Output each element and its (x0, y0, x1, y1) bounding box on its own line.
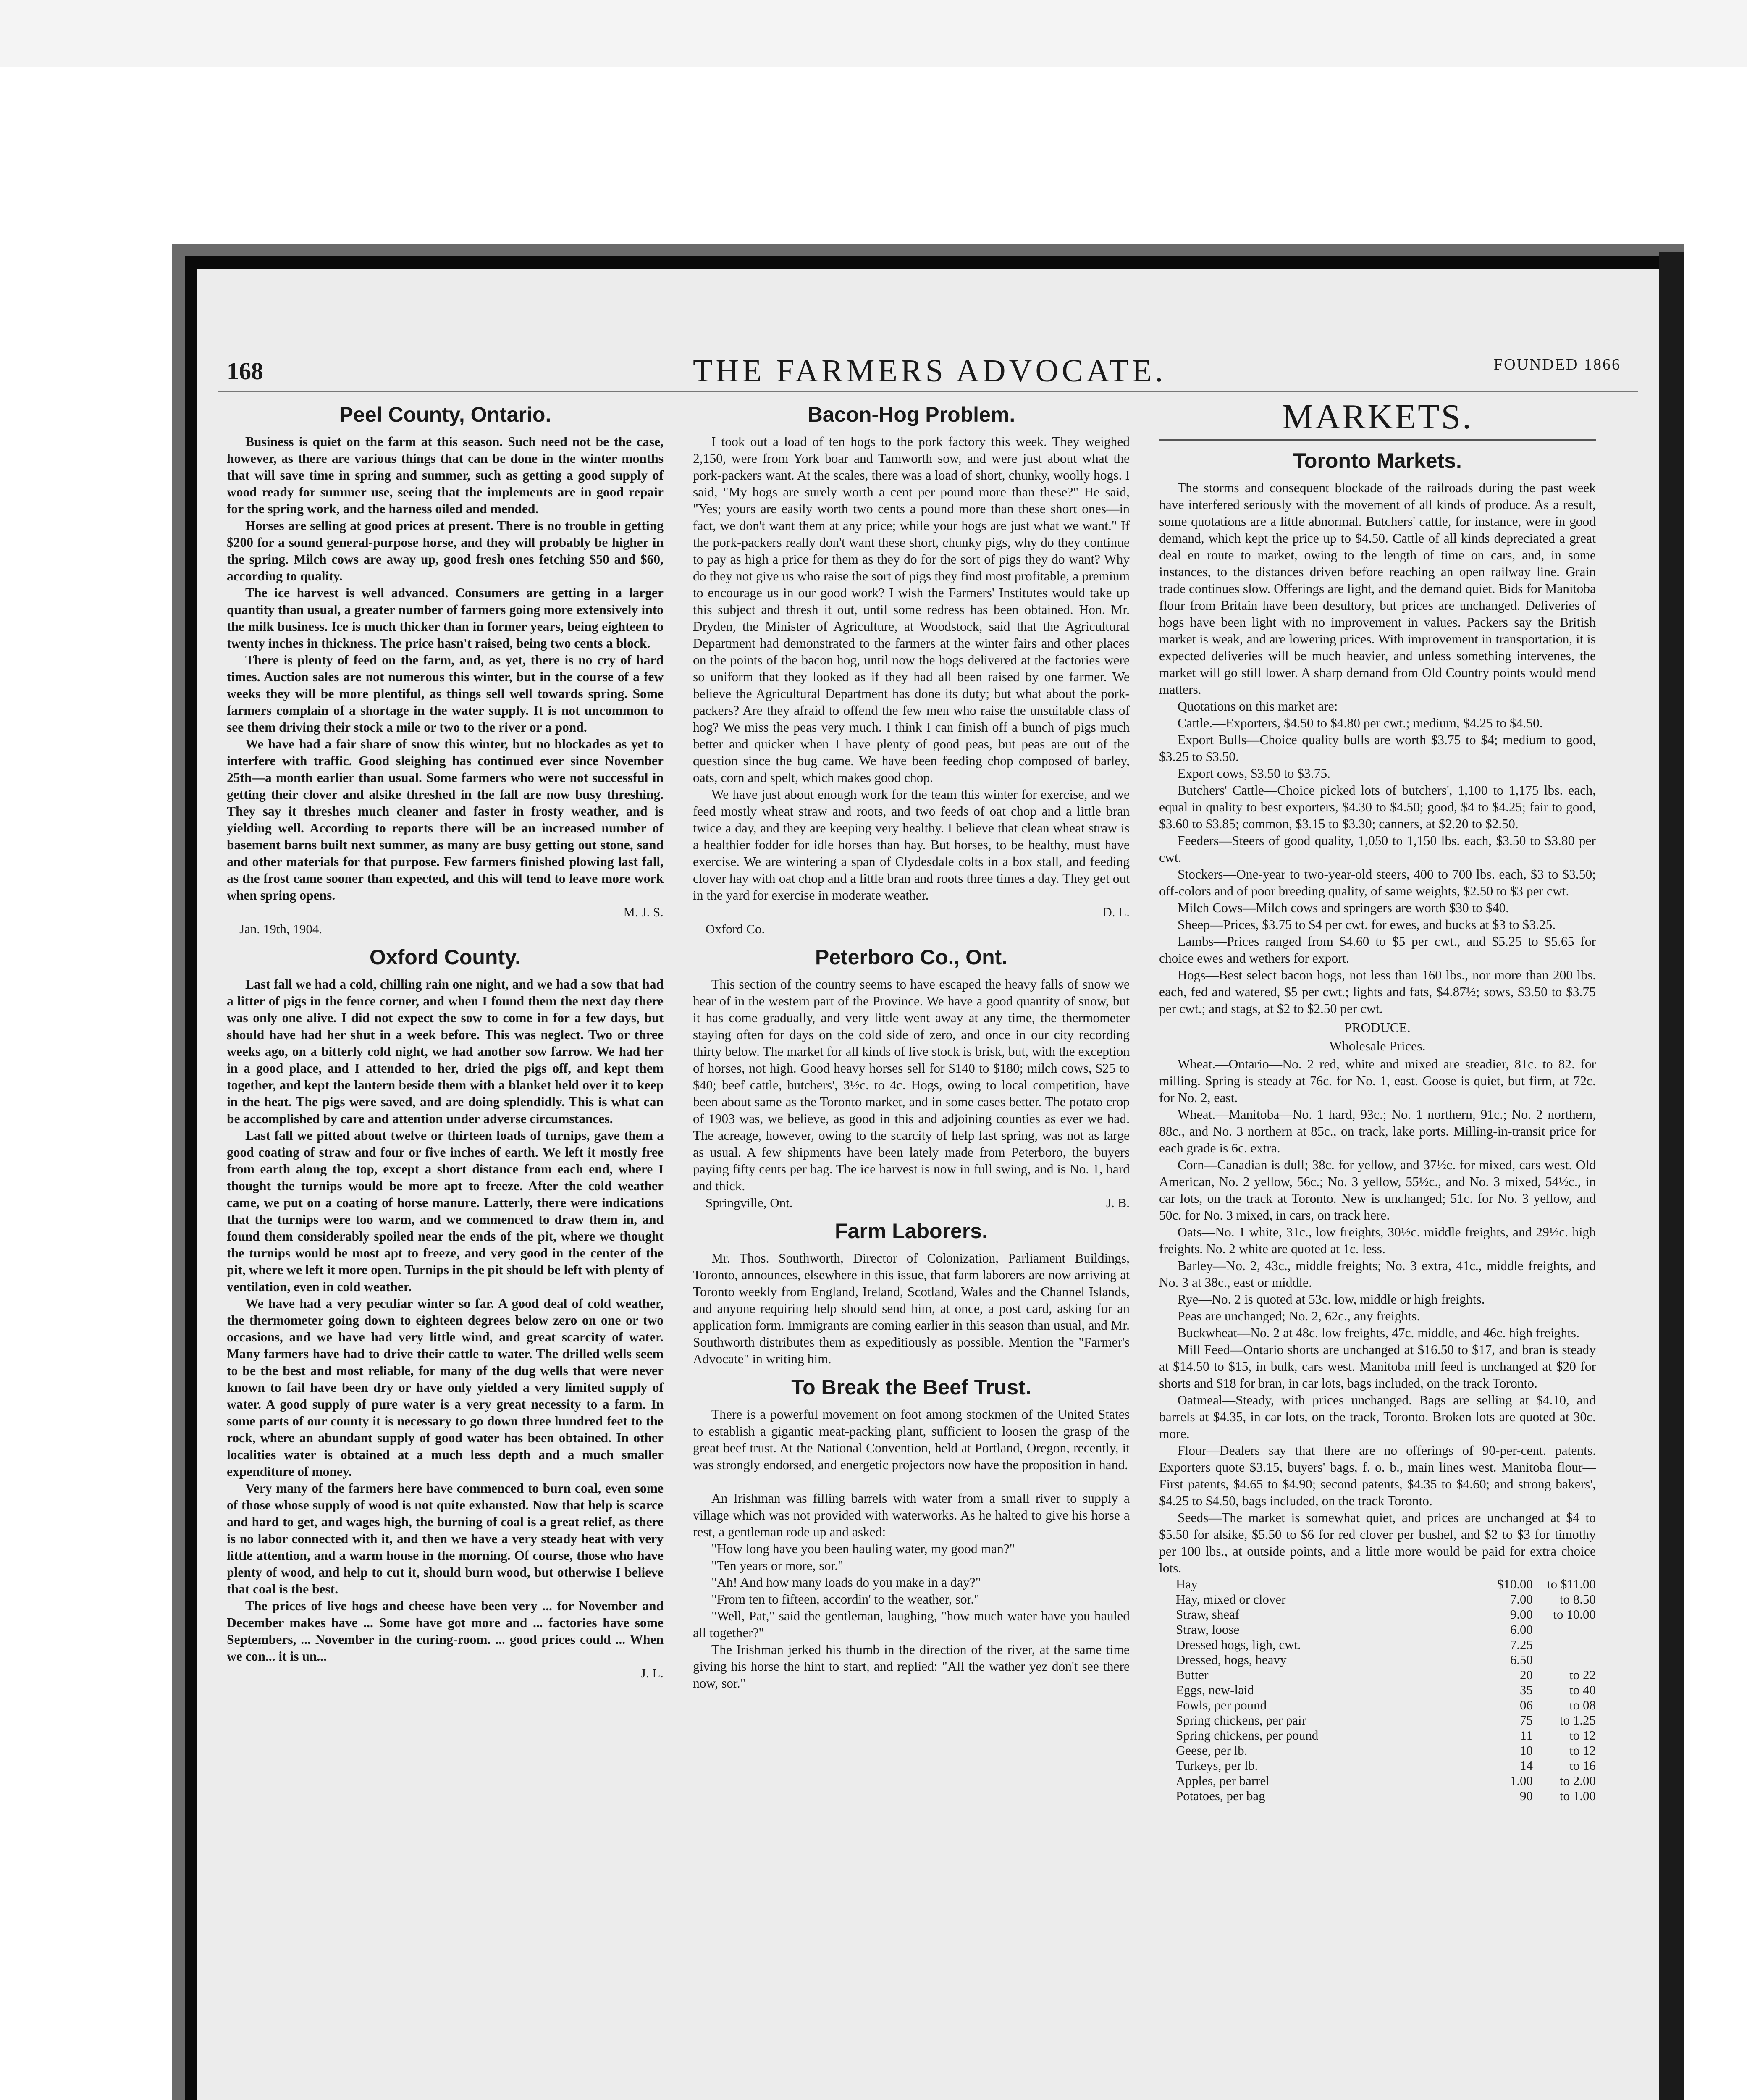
paragraph: Lambs—Prices ranged from $4.60 to $5 per cwt., and $5.25 to $5.65 for choice ewes and wethers for export. (1159, 934, 1596, 966)
paragraph: There is a powerful movement on foot among stockmen of the United States to establish a gigantic meat-packing plant, sufficient to loosen the grasp of the great beef trust. At the National Convention, held at Portland, Oregon, recently, it was strongly endorsed, and energetic projectors now have the proposition in hand. (693, 1407, 1130, 1472)
quotations-label: Quotations on this market are: (1178, 699, 1338, 714)
paragraph: "Ten years or more, sor." (711, 1558, 843, 1573)
article-place-signature: Springville, Ont. J. B. (706, 1195, 1130, 1210)
paragraph: Very many of the farmers here have commenced to burn coal, even some of those whose supply of wood is not quite exhausted. Now that help is scarce and hard to get, and wages high, the burning of coal is a great relief, as there is no labor connected with it, and then we have a very steady heat with very little attention, and a warm house in the morning. Of course, those who have plenty of wood, and help to cut it, should burn wood, but otherwise I believe that coal is the best. (227, 1481, 664, 1596)
paragraph: "Well, Pat," said the gentleman, laughing, "how much water have you hauled all together?" (693, 1609, 1130, 1640)
article-body-farm-laborers (693, 1250, 1130, 1368)
paragraph: Sheep—Prices, $3.75 to $4 per cwt. for ewes, and bucks at $3 to $3.25. (1178, 917, 1556, 932)
article-heading-bacon: Bacon-Hog Problem. (807, 403, 1015, 426)
price-low: 35 (1520, 1683, 1533, 1697)
price-item: Eggs, new-laid (1176, 1683, 1254, 1697)
price-row (1159, 1698, 1596, 1713)
price-row (1159, 1607, 1596, 1622)
price-high: to 1.00 (1559, 1788, 1596, 1803)
price-item: Geese, per lb. (1176, 1743, 1248, 1758)
paragraph: I took out a load of ten hogs to the pork factory this week. They weighed 2,150, were from York boar and Tamworth sow, and were just about what the pork-packers want. At the scales, there was a load of short, chunky, woolly hogs. I said, "My hogs are surely worth a cent per pound more than these?" He said, "Yes; yours are easily worth two cents a pound more than these short ones—in fact, we don't want them at any price; while your hogs are just what we want." If the pork-packers really don't want these short, chunky pigs, why do they continue to pay as high a price for them as they do for the sort of pigs they do want? Why do they not give us who raise the sort of pigs they find most profitable, a premium to encourage us in our good work? I wish the Farmers' Institutes would take up this subject and thresh it out, until some redress has been obtained. Hon. Mr. Dryden, the Minister of Agriculture, at Woodstock, said that the Agricultural Department had demonstrated to the farmers at the winter fairs and other places on the points of the bacon hog, until now the hogs delivered at the factories were so uniform that they looked as if they had all been raised by one farmer. We believe the Agricultural Department has done its duty; but what about the pork-packers? Are they afraid to offend the few men who raise the unsuitable class of hog? We miss the peas very much. I think I can finish off a bunch of pigs much better and quicker when I have plenty of good peas, but peas are out of the question since the bug came. We have been feeding chop composed of barley, oats, corn and spelt, which makes good chop. (693, 434, 1130, 785)
article-heading-beef-trust: To Break the Beef Trust. (791, 1376, 1031, 1399)
paragraph: Export Bulls—Choice quality bulls are worth $3.75 to $4; medium to good, $3.25 to $3.50. (1159, 732, 1596, 764)
article-body-peterboro (693, 976, 1130, 1194)
price-low: 11 (1520, 1728, 1533, 1743)
paragraph: We have had a very peculiar winter so far. A good deal of cold weather, the thermometer going down to eighteen degrees below zero on one or two occasions, and we have had very little wind, and great scarcity of water. Many farmers have had to drive their cattle to water. The drilled wells seem to be the best and most reliable, for many of the dug wells that were never known to fail have been dry or have only yielded a very limited supply of water. A good supply of pure water is a very great necessity to a farm. In some parts of our county it is necessary to go down three hundred feet to the rock, where an abundant supply of good water has been obtained. In other localities water is obtained at a much less depth and a much smaller expenditure of money. (227, 1296, 664, 1479)
price-low: $10.00 (1497, 1577, 1533, 1591)
paragraph: Stockers—One-year to two-year-old steers, 400 to 700 lbs. each, $3 to $3.50; off-colors and of poor breeding quality, of same weights, $2.50 to $3 per cwt. (1159, 867, 1596, 898)
article-heading-farm-laborers: Farm Laborers. (834, 1219, 988, 1243)
paragraph: The prices of live hogs and cheese have been very ... for November and December makes have ... Some have got more and ... factories have some Septembers, ... November in the curing-room. ... good prices could ... When we con... it is un... (227, 1599, 664, 1664)
article-signature: D. L. (1102, 905, 1130, 919)
price-row (1159, 1637, 1596, 1652)
price-row (1159, 1592, 1596, 1607)
paragraph: Wheat.—Manitoba—No. 1 hard, 93c.; No. 1 northern, 91c.; No. 2 northern, 88c., and No. 3 northern at 85c., on track, lake ports. Milling-in-transit price for each grade is 6c. extra. (1159, 1107, 1596, 1155)
price-low: 10 (1520, 1743, 1533, 1758)
price-row (1159, 1683, 1596, 1698)
price-row (1159, 1758, 1596, 1773)
paragraph: Peas are unchanged; No. 2, 62c., any freights. (1178, 1309, 1420, 1323)
price-row (1159, 1713, 1596, 1728)
price-row (1159, 1652, 1596, 1667)
article-body-beef-trust (693, 1406, 1130, 1473)
price-high: to 2.00 (1559, 1773, 1596, 1788)
paragraph: There is plenty of feed on the farm, and, as yet, there is no cry of hard times. Auction sales are not numerous this winter, but in the course of a few weeks they will be more plentiful, as things sell well towards spring. Some farmers complain of a shortage in the water supply. It is not uncommon to see them driving their stock a mile or two to the river or a pond. (227, 653, 664, 735)
paragraph: The Irishman jerked his thumb in the direction of the river, at the same time giving his horse the hint to start, and replied: "All the wather yez don't see there now, sor." (693, 1642, 1130, 1690)
paragraph: Cattle.—Exporters, $4.50 to $4.80 per cwt.; medium, $4.25 to $4.50. (1178, 716, 1543, 730)
paragraph: Butchers' Cattle—Choice picked lots of butchers', 1,100 to 1,175 lbs. each, equal in quality to best exporters, $4.30 to $4.50; good, $4 to $4.25; fair to good, $3.60 to $3.85; common, $3.15 to $3.30; canners, at $2.20 to $2.50. (1159, 783, 1596, 831)
column-right (1159, 395, 1596, 2100)
price-high: to 22 (1569, 1667, 1596, 1682)
price-item: Dressed, hogs, heavy (1176, 1652, 1287, 1667)
price-high: to 1.25 (1559, 1713, 1596, 1727)
price-low: 7.00 (1510, 1592, 1533, 1606)
newspaper-title: THE FARMERS ADVOCATE. (693, 353, 1167, 388)
paragraph: Last fall we had a cold, chilling rain one night, and we had a sow that had a litter of pigs in the fence corner, and when I found them the next day there was only one alive. I did not expect the sow to come in for a few days, but should have had her shut in a week before. This was neglect. Two or three weeks ago, on a bitterly cold night, we had another sow farrow. We had her in a good place, and I attended to her, dried the pigs off, and kept them together, and kept the lantern beside them with a blanket held over it to keep in the heat. The pigs were saved, and are doing splendidly. This is what can be accomplished by care and attention under adverse circumstances. (227, 977, 664, 1126)
price-item: Dressed hogs, ligh, cwt. (1176, 1637, 1301, 1652)
paragraph: The ice harvest is well advanced. Consumers are getting in a larger quantity than usual, a greater number of farmers going more extensively into the milk business. Ice is much thicker than in former years, being eighteen to twenty inches in thickness. The price hasn't raised, being two cents a block. (227, 585, 664, 651)
article-body-irishman (693, 1490, 1130, 1692)
article-signature: M. J. S. (623, 905, 664, 919)
price-high: to 16 (1569, 1758, 1596, 1773)
article-heading-peel: Peel County, Ontario. (339, 403, 551, 426)
paragraph: Export cows, $3.50 to $3.75. (1178, 766, 1330, 781)
price-row (1159, 1743, 1596, 1758)
paragraph: We have just about enough work for the team this winter for exercise, and we feed mostly wheat straw and roots, and two feeds of oat chop and a little bran twice a day, and they are keeping very healthy. I believe that clean wheat straw is a healthier fodder for idle horses than hay. But horses, to be healthy, must have exercise. We are wintering a span of Clydesdale colts in a box stall, and feeding clover hay with oat chop and a little bran and roots three times a day. They get out in the yard for exercise in moderate weather. (693, 787, 1130, 903)
price-item: Potatoes, per bag (1176, 1788, 1265, 1803)
price-low: 14 (1520, 1758, 1533, 1773)
paragraph: Flour—Dealers say that there are no offerings of 90-per-cent. patents. Exporters quote $3.15, buyers' bags, f. o. b., main lines west. Manitoba flour—First patents, $4.65 to $4.90; second patents, $4.35 to $4.60; and strong bakers', $4.25 to $4.50, bags included, on the track Toronto. (1159, 1443, 1596, 1508)
price-low: 1.00 (1510, 1773, 1533, 1788)
paragraph: "How long have you been hauling water, my good man?" (711, 1541, 1015, 1556)
price-low: 06 (1520, 1698, 1533, 1712)
paragraph: Horses are selling at good prices at present. There is no trouble in getting $200 for a sound general-purpose horse, and they will probably be higher in the spring. Milch cows are away up, good fresh ones fetching $50 and $60, according to quality. (227, 518, 664, 583)
paragraph: Corn—Canadian is dull; 38c. for yellow, and 37½c. for mixed, cars west. Old American, No. 2 yellow, 56c.; No. 3 yellow, 55½c., and No. 3 mixed, 54½c., in car lots, on the track at Toronto. New is unchanged; 51c. for No. 3 yellow, and 50c. for No. 3 mixed, in cars, on track here. (1159, 1158, 1596, 1223)
price-high (1533, 1637, 1596, 1652)
paragraph: Hogs—Best select bacon hogs, not less than 160 lbs., nor more than 200 lbs. each, fed and watered, $5 per cwt.; lights and fats, $4.87½; sows, $3.50 to $3.75 per cwt.; and stags, at $2 to $2.50 per cwt. (1159, 968, 1596, 1016)
price-low: 20 (1520, 1667, 1533, 1682)
price-row (1159, 1622, 1596, 1637)
price-item: Turkeys, per lb. (1176, 1758, 1258, 1773)
column-left (227, 395, 664, 2100)
article-body-bacon (693, 433, 1130, 904)
price-high (1533, 1652, 1596, 1667)
paragraph: This section of the country seems to have escaped the heavy falls of snow we hear of in the western part of the Province. We have a good quantity of snow, but it has come gradually, and very little went away at any time, the thermometer staying often for days on the cold side of zero, and once in our city recording thirty below. The market for all kinds of live stock is brisk, but, with the exception of horses, not high. Good heavy horses sell for $140 to $180; milch cows, $25 to $40; beef cattle, butchers', 3½c. to 4c. Hogs, owing to local competition, have been about same as the Toronto market, and in some cases better. The potato crop of 1903 was, we believe, as good in this and adjoining counties as ever we had. The acreage, however, owing to the scarcity of help last spring, was not as large as usual. A few shipments have been lately made from Peterboro, the buyers paying fifty cents per bag. The ice harvest is now in full swing, and is No. 1, hard and thick. (693, 977, 1130, 1193)
price-item: Straw, loose (1176, 1622, 1240, 1637)
price-low: 9.00 (1510, 1607, 1533, 1622)
price-high: to $11.00 (1547, 1577, 1596, 1591)
paragraph: Feeders—Steers of good quality, 1,050 to 1,150 lbs. each, $3.50 to $3.80 per cwt. (1159, 833, 1596, 865)
price-high (1533, 1622, 1596, 1637)
paragraph: Mill Feed—Ontario shorts are unchanged at $16.50 to $17, and bran is steady at $14.50 to $15, in bulk, cars west. Manitoba mill feed is unchanged at $20 for shorts and $18 for bran, in car lots, bags included, on the track Toronto. (1159, 1342, 1596, 1391)
page-binding-edge (1659, 252, 1684, 2100)
price-low: 6.50 (1510, 1652, 1533, 1667)
price-row (1159, 1728, 1596, 1743)
price-item: Straw, sheaf (1176, 1607, 1240, 1622)
paragraph: "From ten to fifteen, accordin' to the weather, sor." (711, 1592, 980, 1606)
founded-note: FOUNDED 1866 (1493, 356, 1621, 373)
article-signature: J. L. (640, 1666, 664, 1680)
article-body-oxford (227, 976, 664, 1665)
article-heading-peterboro: Peterboro Co., Ont. (815, 945, 1008, 969)
paragraph: We have had a fair share of snow this winter, but no blockades as yet to interfere with traffic. Good sleighing has continued ever since November 25th—a month earlier than usual. Some farmers who were not successful in getting their clover and alsike threshed in the fall are now busy threshing. They say it threshes much cleaner and faster in frosty weather, and is yielding well. According to reports there will be an increased number of basement barns built next summer, as many are busy getting out stone, sand and other materials for that purpose. Few farmers finished plowing last fall, as the frost came sooner than expected, and this will tend to leave more work when spring opens. (227, 737, 664, 903)
paragraph: Oatmeal—Steady, with prices unchanged. Bags are selling at $4.10, and barrels at $4.35, in car lots, on the track, Toronto. Broken lots are quoted at 30c. more. (1159, 1393, 1596, 1441)
price-item: Apples, per barrel (1176, 1773, 1270, 1788)
article-date: Jan. 19th, 1904. (239, 921, 323, 936)
paragraph: Milch Cows—Milch cows and springers are worth $30 to $40. (1178, 900, 1509, 915)
price-row (1159, 1788, 1596, 1803)
price-row (1159, 1667, 1596, 1683)
price-high: to 08 (1569, 1698, 1596, 1712)
paragraph: Seeds—The market is somewhat quiet, and prices are unchanged at $4 to $5.50 for alsike, $5.50 to $6 for red clover per bushel, and $2 to $3 for timothy per 100 lbs., at outside points, and a little more would be paid for extra choice lots. (1159, 1510, 1596, 1575)
livestock-prices (1159, 715, 1596, 1017)
price-item: Spring chickens, per pair (1176, 1713, 1306, 1727)
price-high: to 8.50 (1559, 1592, 1596, 1606)
price-table (1159, 1577, 1596, 1803)
paragraph: "Ah! And how many loads do you make in a day?" (711, 1575, 981, 1590)
article-heading-toronto: Toronto Markets. (1293, 449, 1462, 472)
price-item: Hay, mixed or clover (1176, 1592, 1286, 1606)
markets-intro: The storms and consequent blockade of the railroads during the past week have interfered seriously with the movement of all kinds of produce. As a result, some quotations are a little abnormal. Butchers' cattle, for instance, were in good demand, which kept the price up to $4.50. Cattle of all kinds depreciated a great deal en route to market, owing to the length of time on cars, and, in some instances, to the distances driven before reaching an open railway line. Grain trade continues slow. Offerings are light, and the demand quiet. Bids for Manitoba flour from Britain have been desultory, but prices are unchanged. Deliveries of hogs have been light with no improvement in values. Packers say the British market is weak, and are lowering prices. With improvement in transportation, it is expected deliveries will be much heavier, and unless something intervenes, the market will go still lower. A sharp demand from Old Country points would mend matters. (1159, 480, 1596, 697)
paragraph: Barley—No. 2, 43c., middle freights; No. 3 extra, 41c., middle freights, and No. 3 at 38c., east or middle. (1159, 1258, 1596, 1290)
paragraph: Buckwheat—No. 2 at 48c. low freights, 47c. middle, and 46c. high freights. (1178, 1326, 1580, 1340)
produce-heading: PRODUCE. (1344, 1020, 1411, 1035)
page-header (218, 344, 1638, 392)
section-heading-markets: MARKETS. (1159, 396, 1596, 441)
article-place: Oxford Co. (706, 921, 765, 936)
paragraph: Wheat.—Ontario—No. 2 red, white and mixed are steadier, 81c. to 82. for milling. Spring is steady at 76c. for No. 1, east. Goose is quiet, but firm, at 72c. for No. 2, east. (1159, 1057, 1596, 1105)
price-item: Butter (1176, 1667, 1209, 1682)
paragraph: Last fall we pitted about twelve or thirteen loads of turnips, gave them a good coating of straw and four or five inches of earth. We left it mostly free from earth along the top, except a short distance from each end, where I thought the turnips would be more apt to freeze. After the cold weather came, we put on a coating of horse manure. Latterly, there were indications that the turnips were too warm, and we commenced to draw them in, and found them considerably spoiled near the ends of the pit, where we thought the turnips would be most apt to freeze, and very good in the center of the pit, where we left it more open. Turnips in the pit should be left with plenty of ventilation, even in cold weather. (227, 1128, 664, 1294)
paragraph: Oats—No. 1 white, 31c., low freights, 30½c. middle freights, and 29½c. high freights. No. 2 white are quoted at 1c. less. (1159, 1225, 1596, 1256)
column-middle (693, 395, 1130, 2100)
price-low: 75 (1520, 1713, 1533, 1727)
paragraph: An Irishman was filling barrels with water from a small river to supply a village which was not provided with waterworks. As he halted to give his horse a rest, a gentleman rode up and asked: (693, 1491, 1130, 1539)
price-high: to 10.00 (1553, 1607, 1596, 1622)
price-high: to 12 (1569, 1728, 1596, 1743)
price-low: 6.00 (1510, 1622, 1533, 1637)
scan-margin (0, 0, 1747, 67)
price-item: Fowls, per pound (1176, 1698, 1267, 1712)
price-low: 7.25 (1510, 1637, 1533, 1652)
price-item: Spring chickens, per pound (1176, 1728, 1319, 1743)
produce-prices (1159, 1056, 1596, 1577)
price-high: to 12 (1569, 1743, 1596, 1758)
price-row (1159, 1773, 1596, 1788)
price-item: Hay (1176, 1577, 1198, 1591)
article-heading-oxford: Oxford County. (369, 945, 521, 969)
wholesale-heading: Wholesale Prices. (1329, 1038, 1426, 1053)
paragraph: Rye—No. 2 is quoted at 53c. low, middle or high freights. (1178, 1292, 1485, 1307)
paragraph: Business is quiet on the farm at this season. Such need not be the case, however, as there are various things that can be done in the winter months that will save time in spring and summer, such as getting a good supply of wood ready for summer use, seeing that the implements are in good repair for the spring work, and the harness oiled and mended. (227, 434, 664, 516)
page-number: 168 (227, 357, 263, 385)
price-low: 90 (1520, 1788, 1533, 1803)
article-body-peel (227, 433, 664, 904)
price-high: to 40 (1569, 1683, 1596, 1697)
price-row (1159, 1577, 1596, 1592)
paragraph: Mr. Thos. Southworth, Director of Colonization, Parliament Buildings, Toronto, announces, elsewhere in this issue, that farm laborers are now arriving at Toronto weekly from England, Ireland, Scotland, Wales and the Channel Islands, and anyone requiring help should send him, at once, a post card, asking for an application form. Immigrants are coming earlier in this season than usual, and Mr. Southworth distributes them as expeditiously as possible. Mention the "Farmer's Advocate" in writing him. (693, 1251, 1130, 1366)
